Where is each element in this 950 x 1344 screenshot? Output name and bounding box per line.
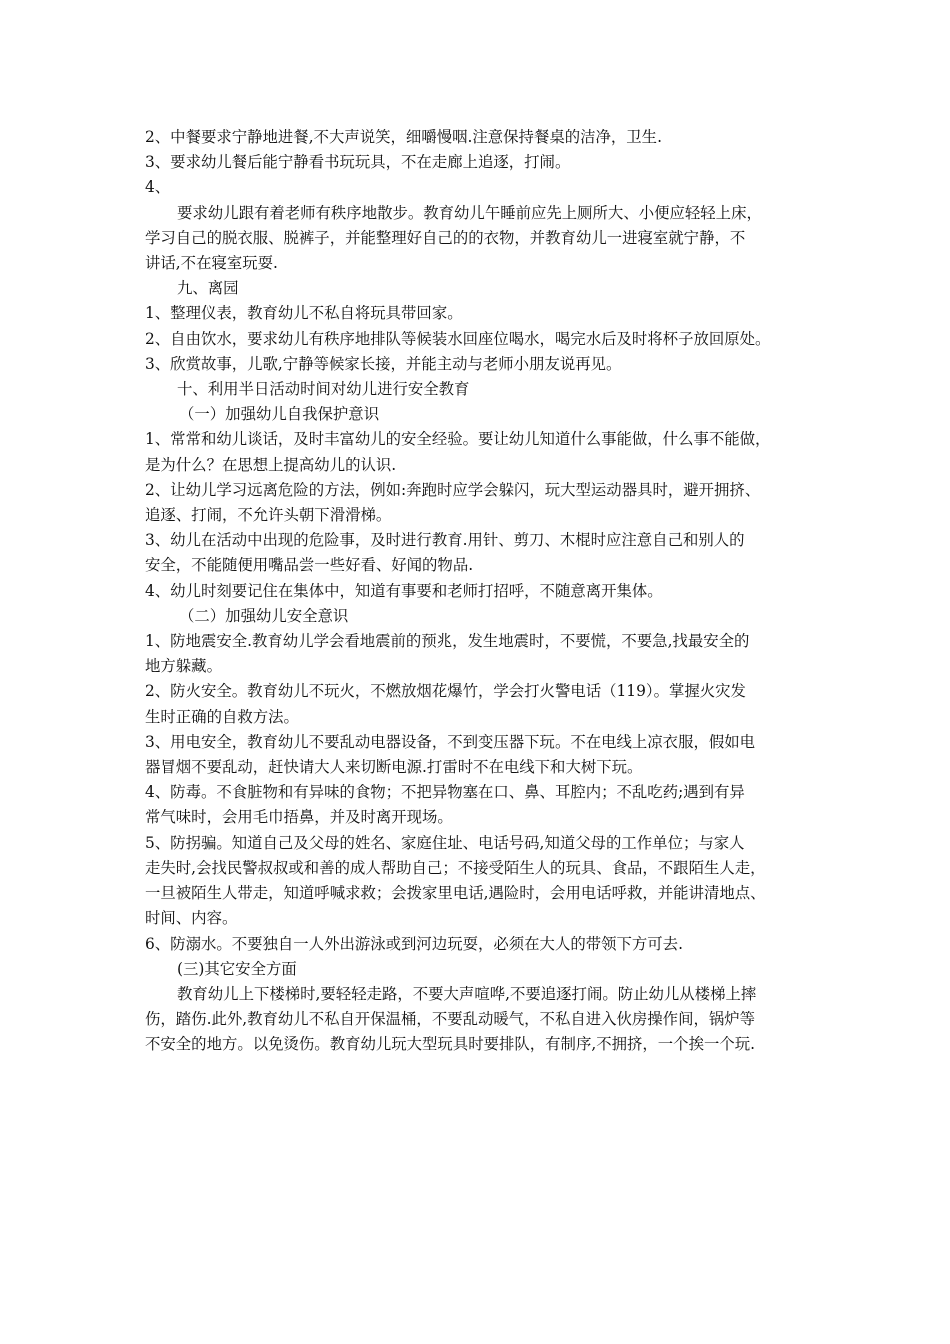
- text-line: 2、让幼儿学习远离危险的方法，例如:奔跑时应学会躲闪，玩大型运动器具时，避开拥挤、: [145, 480, 761, 499]
- text-line: 伤，踏伤.此外,教育幼儿不私自开保温桶，不要乱动暖气，不私自进入伙房操作间，锅炉等: [145, 1010, 756, 1029]
- text-line: 安全，不能随便用嘴品尝一些好看、好闻的物品.: [145, 556, 474, 575]
- subsection-heading: （二）加强幼儿安全意识: [179, 606, 349, 625]
- text-line: 要求幼儿跟有着老师有秩序地散步。教育幼儿午睡前应先上厕所大、小便应轻轻上床，: [177, 203, 762, 222]
- text-line: 1、常常和幼儿谈话，及时丰富幼儿的安全经验。要让幼儿知道什么事能做，什么事不能做，: [145, 430, 771, 449]
- text-line: 1、防地震安全.教育幼儿学会看地震前的预兆，发生地震时，不要慌，不要急,找最安全的: [145, 632, 750, 651]
- section-heading: 十、利用半日活动时间对幼儿进行安全教育: [177, 380, 470, 399]
- text-line: 器冒烟不要乱动，赶快请大人来切断电源.打雷时不在电线下和大树下玩。: [145, 758, 643, 777]
- text-line: 3、用电安全，教育幼儿不要乱动电器设备，不到变压器下玩。不在电线上凉衣服，假如电: [145, 732, 756, 751]
- section-heading: 九、离园: [177, 279, 239, 298]
- text-line: 1、整理仪表，教育幼儿不私自将玩具带回家。: [145, 304, 463, 323]
- text-line: 地方躲藏。: [145, 657, 222, 676]
- text-line: 讲话,不在寝室玩耍.: [145, 254, 278, 273]
- text-line: 2、防火安全。教育幼儿不玩火，不燃放烟花爆竹，学会打火警电话（119）。掌握火灾发: [145, 682, 746, 701]
- text-line: 2、自由饮水，要求幼儿有秩序地排队等候装水回座位喝水，喝完水后及时将杯子放回原处。: [145, 329, 771, 348]
- text-line: 3、要求幼儿餐后能宁静看书玩玩具，不在走廊上追逐，打闹。: [145, 153, 571, 172]
- text-line: 4、幼儿时刻要记住在集体中，知道有事要和老师打招呼，不随意离开集体。: [145, 581, 663, 600]
- subsection-heading: (三)其它安全方面: [177, 959, 297, 978]
- text-line: 生时正确的自救方法。: [145, 707, 299, 726]
- text-line: 学习自己的脱衣服、脱裤子，并能整理好自己的的衣物，并教育幼儿一进寝室就宁静，不: [145, 228, 746, 247]
- text-line: 常气味时，会用毛巾捂鼻，并及时离开现场。: [145, 808, 453, 827]
- text-line: 4、防毒。不食脏物和有异味的食物；不把异物塞在口、鼻、耳腔内；不乱吃药;遇到有异: [145, 783, 745, 802]
- text-line: 5、防拐骗。知道自己及父母的姓名、家庭住址、电话号码,知道父母的工作单位；与家人: [145, 833, 745, 852]
- text-line: 6、防溺水。不要独自一人外出游泳或到河边玩耍，必须在大人的带领下方可去.: [145, 934, 683, 953]
- text-line: 2、中餐要求宁静地进餐,不大声说笑，细嚼慢咽.注意保持餐桌的洁净，卫生.: [145, 128, 662, 146]
- list-number: 4、: [145, 178, 171, 197]
- text-line: 时间、内容。: [145, 909, 238, 928]
- text-line: 3、幼儿在活动中出现的危险事，及时进行教育.用针、剪刀、木棍时应注意自己和别人的: [145, 531, 745, 550]
- text-line: 3、欣赏故事，儿歌,宁静等候家长接，并能主动与老师小朋友说再见。: [145, 354, 622, 373]
- text-line: 不安全的地方。以免烫伤。教育幼儿玩大型玩具时要排队，有制序,不拥挤，一个挨一个玩.: [145, 1035, 756, 1054]
- subsection-heading: （一）加强幼儿自我保护意识: [179, 405, 380, 424]
- text-line: 追逐、打闹，不允许头朝下滑滑梯。: [145, 506, 392, 525]
- text-line: 教育幼儿上下楼梯时,要轻轻走路，不要大声喧哗,不要追逐打闹。防止幼儿从楼梯上摔: [177, 984, 757, 1003]
- text-line: 是为什么？在思想上提高幼儿的认识.: [145, 455, 397, 474]
- document-body: [145, 125, 818, 1058]
- text-line: 走失时,会找民警叔叔或和善的成人帮助自己；不接受陌生人的玩具、食品，不跟陌生人走，: [145, 858, 766, 877]
- text-line: 一旦被陌生人带走，知道呼喊求救；会拨家里电话,遇险时，会用电话呼救，并能讲清地点、: [145, 884, 766, 903]
